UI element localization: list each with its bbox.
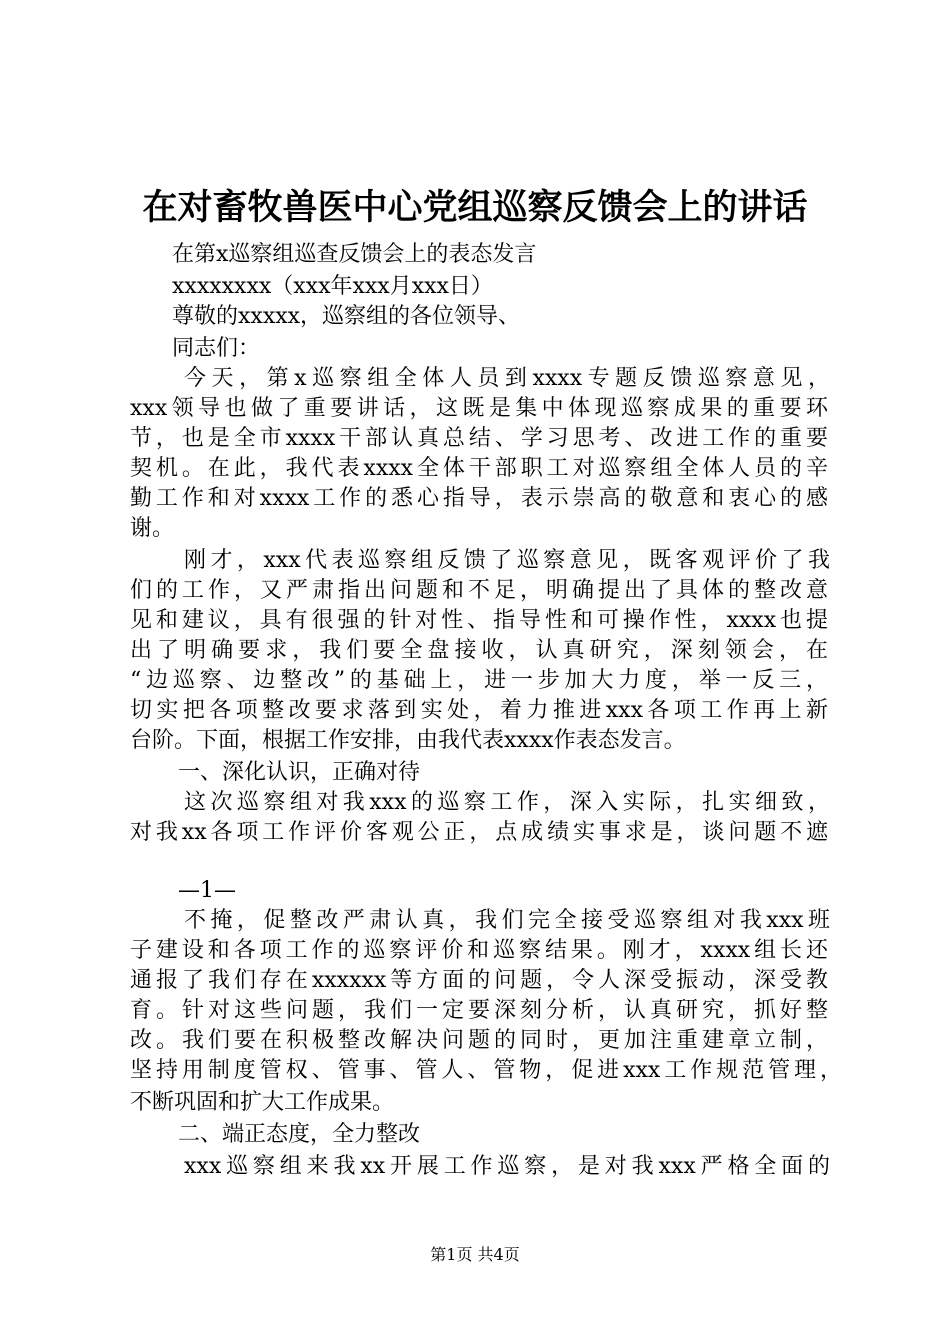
text-line: 同志们： bbox=[172, 336, 261, 361]
text-line: xxx巡察组来我xx开展工作巡察，是对我xxx严格全面的 bbox=[184, 1154, 830, 1179]
text-line: 坚持用制度管权、管事、管人、管物，促进xxx工作规范管理， bbox=[130, 1058, 842, 1083]
text-line: 台阶。下面，根据工作安排，由我代表xxxx作表态发言。 bbox=[130, 728, 686, 753]
text-line: 今天，第x巡察组全体人员到xxxx专题反馈巡察意见， bbox=[184, 366, 830, 391]
text-line: 勤工作和对xxxx工作的悉心指导，表示崇高的敬意和衷心的感 bbox=[130, 486, 828, 511]
page-marker: —1— bbox=[178, 878, 236, 903]
text-line: 出了明确要求，我们要全盘接收，认真研究，深刻领会，在 bbox=[130, 638, 828, 663]
text-line: 对我xx各项工作评价客观公正，点成绩实事求是，谈问题不遮 bbox=[130, 820, 828, 845]
section-heading: 二、端正态度，全力整改 bbox=[178, 1122, 421, 1147]
text-line: 们的工作，又严肃指出问题和不足，明确提出了具体的整改意 bbox=[130, 578, 828, 603]
text-line: 见和建议，具有很强的针对性、指导性和可操作性，xxxx也提 bbox=[130, 608, 828, 633]
text-line: 育。针对这些问题，我们一定要深刻分析，认真研究，抓好整 bbox=[130, 998, 828, 1023]
text-line: 这次巡察组对我xxx的巡察工作，深入实际，扎实细致， bbox=[184, 790, 830, 815]
text-line: 谢。 bbox=[130, 516, 175, 541]
text-line: 在第x巡察组巡查反馈会上的表态发言 bbox=[172, 242, 537, 267]
text-line: xxxxxxxx（xxx年xxx月xxx日） bbox=[172, 274, 493, 299]
text-line: 通报了我们存在xxxxxx等方面的问题，令人深受振动，深受教 bbox=[130, 968, 828, 993]
document-title: 在对畜牧兽医中心党组巡察反馈会上的讲话 bbox=[142, 187, 808, 228]
section-heading: 一、深化认识，正确对待 bbox=[178, 760, 421, 785]
text-line: xxx领导也做了重要讲话，这既是集中体现巡察成果的重要环 bbox=[130, 396, 828, 421]
text-line: 改。我们要在积极整改解决问题的同时，更加注重建章立制， bbox=[130, 1028, 828, 1053]
page-footer: 第1页 共4页 bbox=[430, 1245, 520, 1264]
text-line: 切实把各项整改要求落到实处，着力推进xxx各项工作再上新 bbox=[130, 698, 828, 723]
text-line: 不掩，促整改严肃认真，我们完全接受巡察组对我xxx班 bbox=[184, 908, 830, 933]
text-line: 子建设和各项工作的巡察评价和巡察结果。刚才，xxxx组长还 bbox=[130, 938, 828, 963]
text-line: 契机。在此，我代表xxxx全体干部职工对巡察组全体人员的辛 bbox=[130, 456, 828, 481]
text-line: 刚才，xxx代表巡察组反馈了巡察意见，既客观评价了我 bbox=[184, 548, 830, 573]
text-line: “边巡察、边整改”的基础上，进一步加大力度，举一反三， bbox=[130, 668, 828, 693]
text-line: 不断巩固和扩大工作成果。 bbox=[130, 1090, 395, 1115]
text-line: 尊敬的xxxxx，巡察组的各位领导、 bbox=[172, 304, 521, 329]
text-line: 节，也是全市xxxx干部认真总结、学习思考、改进工作的重要 bbox=[130, 426, 828, 451]
